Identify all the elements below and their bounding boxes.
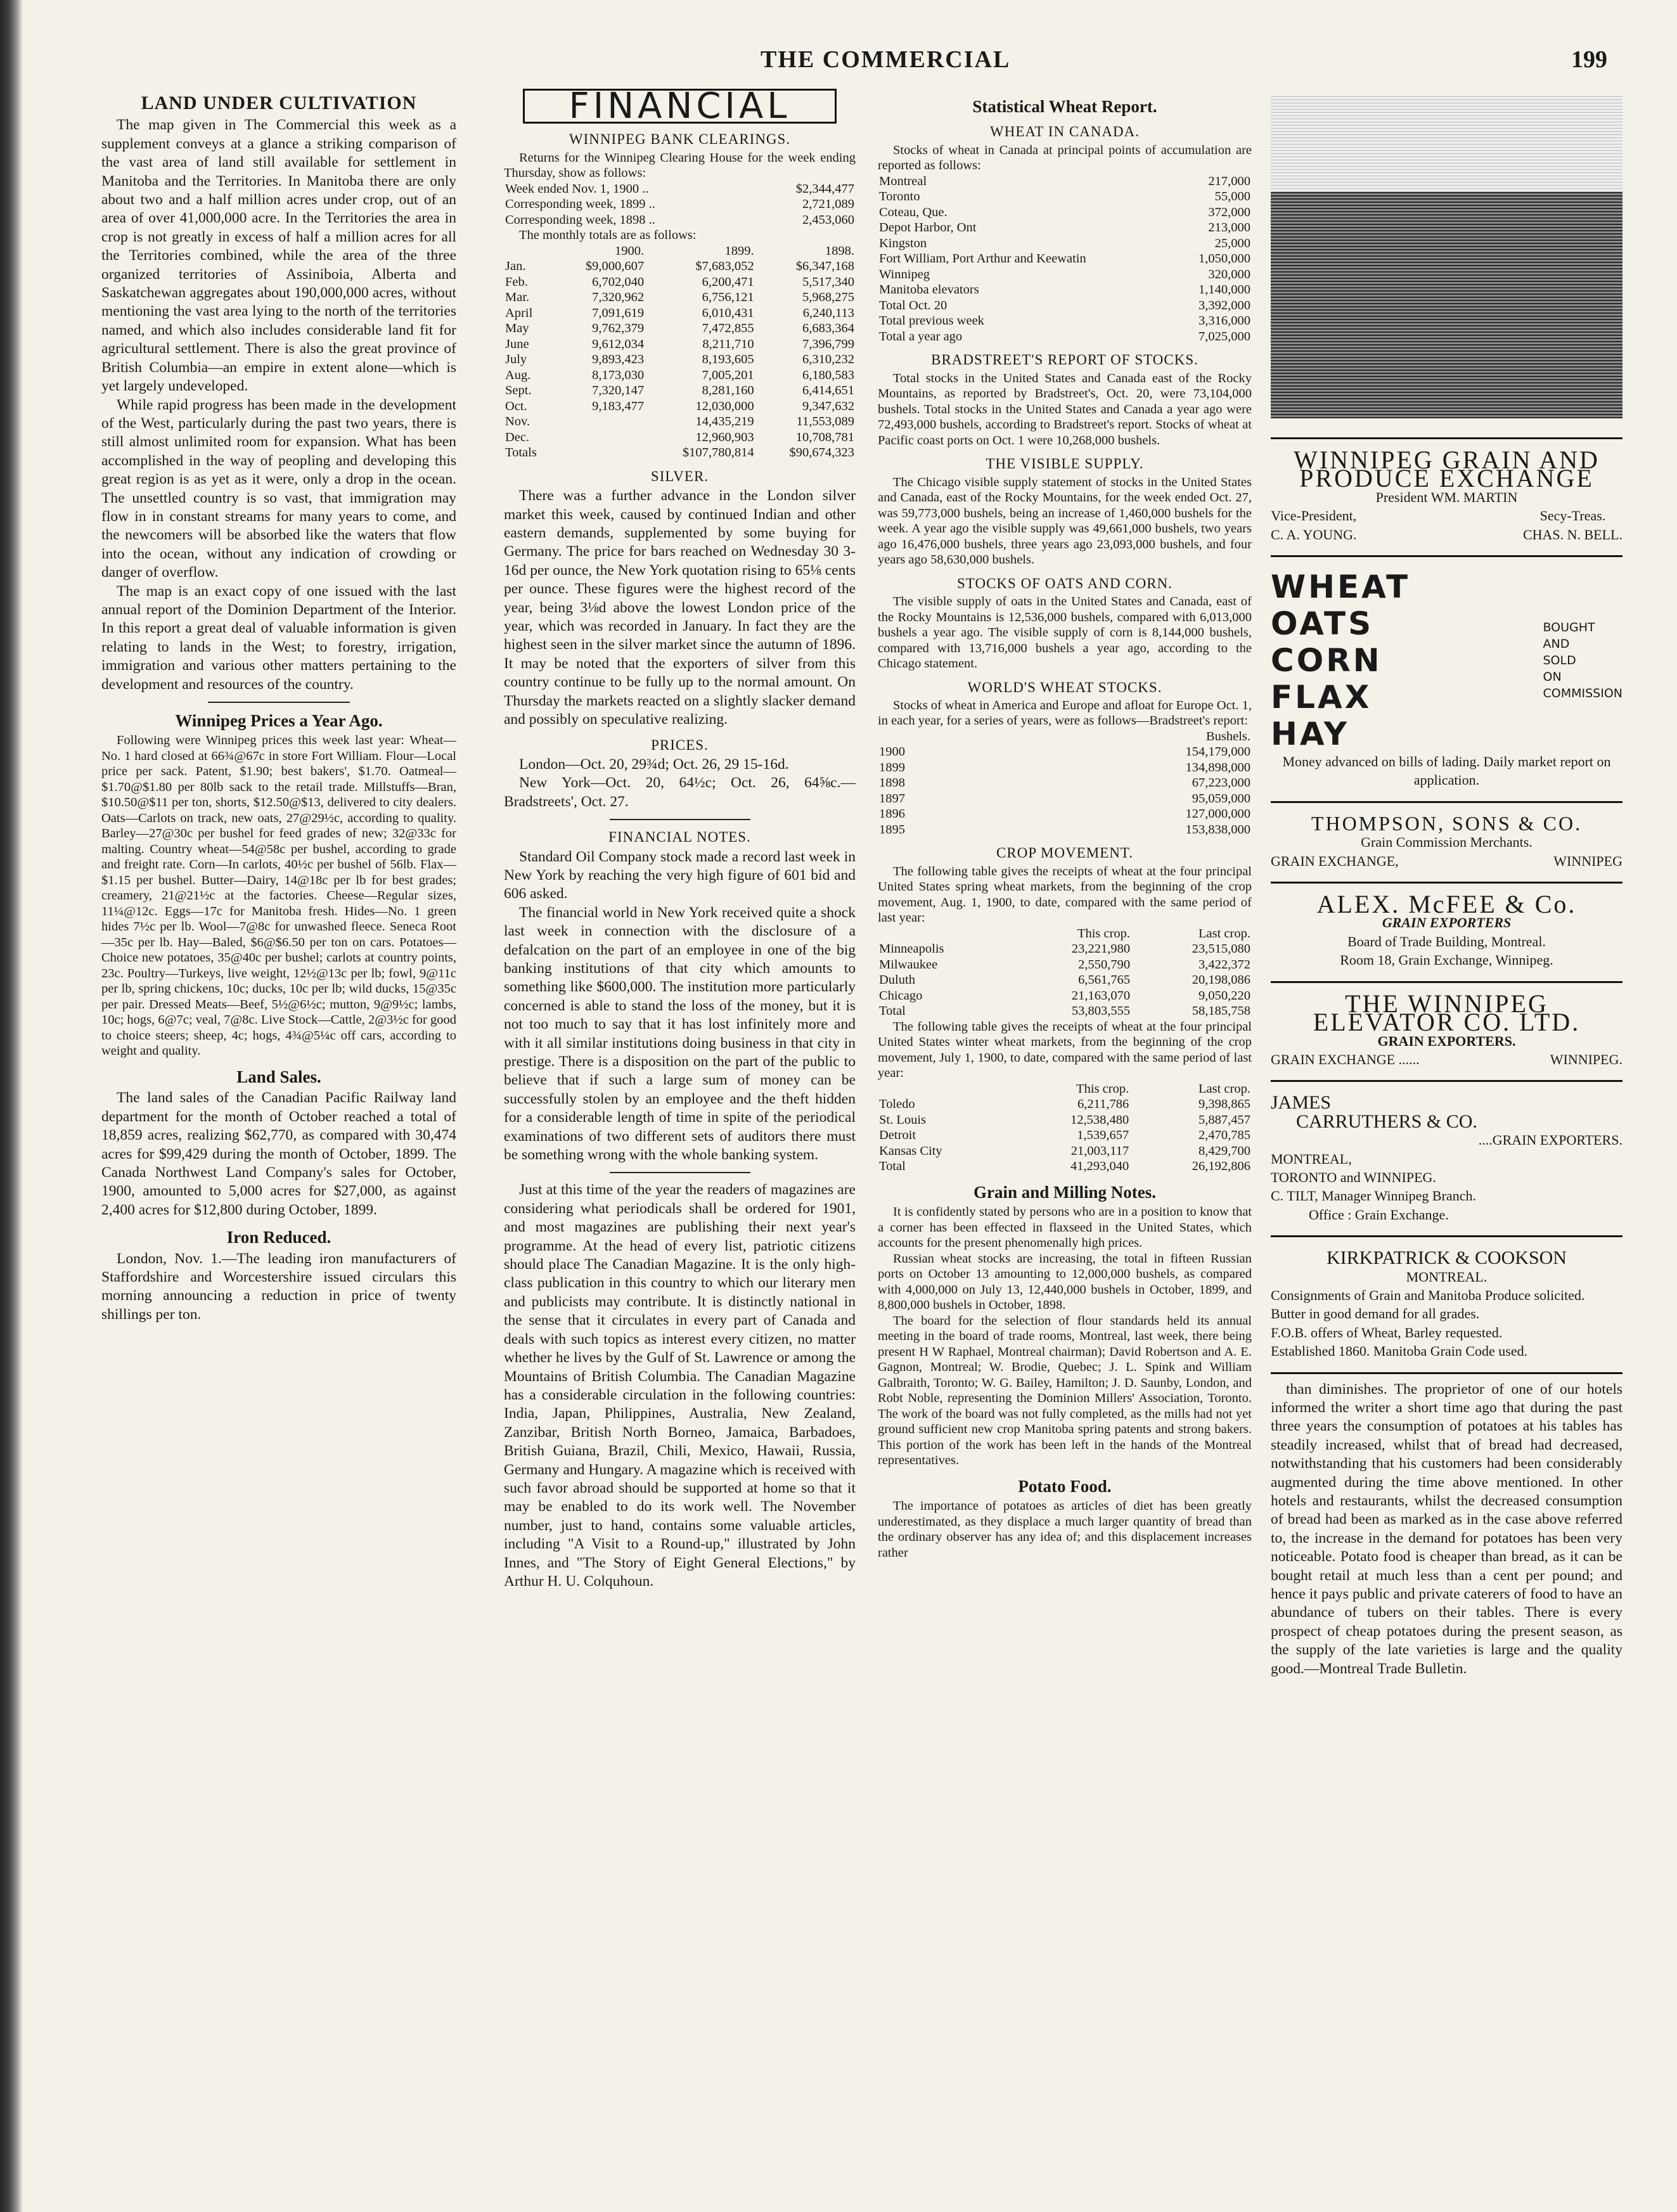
notes-title: FINANCIAL NOTES. bbox=[608, 829, 751, 846]
column-3 bbox=[878, 89, 1252, 1560]
notes-p1: Standard Oil Company stock made a record last week in New York by reaching the very high figure of 601 bid and 606 asked. bbox=[504, 848, 856, 903]
mcfee-line-1: Board of Trade Building, Montreal. bbox=[1347, 933, 1546, 949]
elevator-name: THE WINNIPEG ELEVATOR CO. LTD. bbox=[1313, 989, 1581, 1037]
exchange-name: WINNIPEG GRAIN AND PRODUCE EXCHANGE bbox=[1294, 446, 1600, 493]
table-row bbox=[504, 414, 856, 430]
commodity-flax: FLAX bbox=[1271, 679, 1372, 716]
table-row bbox=[878, 236, 1252, 252]
exchange-ad bbox=[1271, 437, 1622, 555]
table-row bbox=[878, 744, 1252, 760]
table-cell: 7,320,147 bbox=[592, 383, 645, 398]
table-cell: $90,674,323 bbox=[789, 446, 854, 460]
table-cell: 5,968,275 bbox=[802, 290, 854, 305]
world-table bbox=[878, 729, 1252, 838]
table-cell: 9,347,632 bbox=[802, 399, 854, 413]
potato-title: Potato Food. bbox=[1018, 1476, 1112, 1496]
table-cell: 1900 bbox=[879, 745, 905, 759]
table-row bbox=[504, 212, 856, 228]
land-sales-title: Land Sales. bbox=[236, 1067, 321, 1086]
grain-title: Grain and Milling Notes. bbox=[973, 1182, 1157, 1202]
visible-title: THE VISIBLE SUPPLY. bbox=[986, 456, 1144, 472]
kirk-line-3: F.O.B. offers of Wheat, Barley requested. bbox=[1271, 1324, 1503, 1341]
table-cell: Total Oct. 20 bbox=[879, 298, 948, 312]
table-cell: Mar. bbox=[505, 290, 530, 305]
commission-note: BOUGHT AND SOLD ON COMMISSION bbox=[1543, 621, 1622, 701]
table-cell: Duluth bbox=[879, 973, 915, 987]
thompson-left: GRAIN EXCHANGE, bbox=[1271, 852, 1399, 869]
visible-text: The Chicago visible supply statement of stocks in the United States and Canada, east of the Rocky Mountains, for the week ended Oct. 27, was 59,773,000 bushels, being an increase of 1,460,000 bushels for the week. A year ago the visible supply was 49,661,000 bushels, two years ago 16,476,000 bushels, three years ago 23,093,000 bushels, and four years ago 58,630,000 bushels. bbox=[878, 475, 1252, 567]
table-cell: Minneapolis bbox=[879, 942, 944, 956]
clearings-title: WINNIPEG BANK CLEARINGS. bbox=[569, 131, 791, 148]
weekly-table bbox=[504, 181, 856, 228]
table-cell: 3,392,000 bbox=[1198, 298, 1250, 312]
kirk-line-4: Established 1860. Manitoba Grain Code used. bbox=[1271, 1343, 1528, 1360]
thompson-sub: Grain Commission Merchants. bbox=[1361, 834, 1532, 851]
table-cell: 2,470,785 bbox=[1198, 1128, 1250, 1143]
table-cell: 6,683,364 bbox=[802, 321, 854, 336]
table-cell: 8,173,030 bbox=[592, 368, 645, 382]
iron-title: Iron Reduced. bbox=[226, 1228, 331, 1247]
table-cell: 23,221,980 bbox=[1071, 942, 1131, 956]
table-cell: This crop. bbox=[1076, 1081, 1129, 1096]
table-cell: Montreal bbox=[879, 174, 927, 188]
crop-table-2 bbox=[878, 1081, 1252, 1174]
clearings-intro: Returns for the Winnipeg Clearing House for the week ending Thursday, show as follows: bbox=[504, 150, 856, 181]
table-cell: 55,000 bbox=[1214, 190, 1250, 204]
oats-title: STOCKS OF OATS AND CORN. bbox=[957, 575, 1173, 591]
table-row bbox=[504, 305, 856, 321]
carr-line-5: TORONTO and WINNIPEG. bbox=[1271, 1169, 1436, 1185]
wheat-report-title: Statistical Wheat Report. bbox=[972, 97, 1157, 116]
table-row bbox=[878, 251, 1252, 267]
table-row bbox=[504, 383, 856, 399]
mcfee-ad bbox=[1271, 882, 1622, 981]
commodity-wheat: WHEAT bbox=[1271, 569, 1411, 606]
column-2 bbox=[504, 86, 856, 1591]
table-cell: 1897 bbox=[879, 791, 905, 806]
table-row bbox=[878, 282, 1252, 298]
elevator-sub: GRAIN EXPORTERS. bbox=[1377, 1032, 1516, 1049]
kirk-line-2: Butter in good demand for all grades. bbox=[1271, 1306, 1480, 1322]
silver-title: SILVER. bbox=[650, 468, 709, 484]
sec-name: CHAS. N. BELL. bbox=[1522, 526, 1622, 543]
grain-p1: It is confidently stated by persons who are in a position to know that a corner has been effected in flaxseed in the United States, which accounts for the present phenomenally high prices. bbox=[878, 1205, 1252, 1251]
carr-line-6: C. TILT, Manager Winnipeg Branch. bbox=[1271, 1188, 1476, 1204]
prices-line-1: London—Oct. 20, 29¾d; Oct. 26, 29 15-16d. bbox=[519, 756, 789, 773]
table-row bbox=[878, 267, 1252, 283]
table-cell: Manitoba elevators bbox=[879, 283, 979, 297]
table-cell: 41,293,040 bbox=[1070, 1159, 1129, 1174]
table-cell: 5,517,340 bbox=[802, 274, 854, 289]
table-total-row bbox=[878, 1003, 1252, 1019]
divider bbox=[208, 702, 350, 703]
table-cell: 320,000 bbox=[1208, 267, 1250, 281]
table-cell: Depot Harbor, Ont bbox=[879, 221, 977, 235]
table-cell bbox=[555, 414, 645, 430]
table-cell: Sept. bbox=[505, 383, 532, 398]
grain-p3: The board for the selection of flour standards held its annual meeting in the board of trade rooms, Montreal, last week, there being present H W Raphael, Montreal chairman); David Robertson and A. E. Gagnon, Montreal; W. Brodie, Quebec; J. L. Spink and William Galbraith, Toronto; W. G. Bailey, Hamilton; J. D. Saunby, London, and Robt Noble, representing the Dominion Millers' Association, Toronto. The work of the board was not fully completed, as the mills had not yet ground sufficient new crop Manitoba spring patents and strong bakers. This portion of the work has been left in the hands of the Montreal representatives. bbox=[878, 1313, 1252, 1468]
table-cell: Fort William, Port Arthur and Keewatin bbox=[879, 252, 1086, 266]
exchange-president: President WM. MARTIN bbox=[1375, 489, 1518, 505]
table-cell: 67,223,000 bbox=[1192, 776, 1250, 790]
table-cell: Last crop. bbox=[1198, 926, 1250, 941]
table-cell: 9,762,379 bbox=[592, 321, 645, 336]
table-cell: 20,198,086 bbox=[1192, 973, 1250, 987]
table-cell: 1,050,000 bbox=[1198, 252, 1250, 266]
table-cell: 1898 bbox=[879, 776, 905, 790]
carr-line-1: JAMES bbox=[1271, 1092, 1332, 1114]
table-header-row bbox=[878, 926, 1252, 942]
page-number: 199 bbox=[1571, 46, 1607, 73]
kirkpatrick-ad bbox=[1271, 1235, 1622, 1372]
exchange-building-illustration bbox=[1271, 95, 1622, 418]
table-cell: 6,414,651 bbox=[802, 383, 854, 398]
table-cell: 5,887,457 bbox=[1198, 1112, 1250, 1127]
table-row bbox=[878, 1096, 1252, 1112]
table-cell: Total a year ago bbox=[879, 329, 963, 344]
grain-p2: Russian wheat stocks are increasing, the total in fifteen Russian ports on October 13 amounting to 12,000,000 bushels, as compared with 4,000,000 on July 13, 12,440,000 bushels in October, 1899, and 8,800,000 bushels in October, 1898. bbox=[878, 1251, 1252, 1313]
table-row bbox=[878, 1128, 1252, 1143]
brad-text: Total stocks in the United States and Canada east of the Rocky Mountains, as reported by Bradstreet's, Oct. 20, were 73,104,000 bushels. Total stocks in the United States and Canada a year ago were 72,493,000 bushels, according to Bradstreet's report. Stocks of wheat at Pacific coast ports on Oct. 1 were 10,268,000 bushels. bbox=[878, 371, 1252, 447]
table-cell: Jan. bbox=[505, 259, 526, 274]
land-sales-text: The land sales of the Canadian Pacific Railway land department for the month of October reached a total of 18,859 acres, realizing $62,770, as compared with 30,474 acres for $99,429 during the month of October, 1899. The Canada Northwest Land Company's sales for October, 1900, amounted to 5,000 acres for $27,000, as against 2,400 acres for $12,800 during October, 1899. bbox=[101, 1090, 456, 1218]
commodity-oats: OATS bbox=[1271, 605, 1374, 643]
table-cell bbox=[504, 243, 555, 259]
table-header-row bbox=[878, 1081, 1252, 1097]
table-row bbox=[504, 196, 856, 212]
table-cell: 7,091,619 bbox=[592, 305, 645, 320]
table-cell: 2,453,060 bbox=[802, 212, 854, 227]
table-cell: Feb. bbox=[505, 274, 528, 289]
table-cell: 9,398,865 bbox=[1198, 1097, 1250, 1112]
mcfee-line-2: Room 18, Grain Exchange, Winnipeg. bbox=[1340, 952, 1553, 968]
table-cell: Week ended Nov. 1, 1900 .. bbox=[505, 181, 649, 196]
land-p1: The map given in The Commercial this week as a supplement conveys at a glance a striking comparison of the vast area of land still available for settlement in Manitoba and the Territories. In Manitoba there are only about two and a half million acres under crop, out of an area of over 41,000,000 acre. In the Territories the area in crop is not greatly in excess of half a million acres for all the Territories combined, while the area of the three organized territories of Assiniboia, Alberta and Saskatchewan aggregates about 190,000,000 acres, without mentioning the vast area lying to the north of the territories named, and which also includes considerable land fit for agricultural settlement. There is also the great province of British Columbia—an empire in extent alone—which is yet largely undeveloped. bbox=[101, 117, 456, 395]
table-cell: 7,320,962 bbox=[592, 290, 645, 305]
table-cell: 12,538,480 bbox=[1070, 1112, 1129, 1127]
table-cell: $107,780,814 bbox=[682, 446, 754, 460]
column-1 bbox=[101, 89, 456, 1324]
prices-title: Winnipeg Prices a Year Ago. bbox=[175, 711, 383, 730]
table-cell: Kingston bbox=[879, 236, 927, 250]
table-cell: 6,010,431 bbox=[702, 305, 754, 320]
table-cell: 25,000 bbox=[1214, 236, 1250, 250]
table-cell: 10,708,781 bbox=[795, 430, 854, 444]
table-row bbox=[878, 760, 1252, 776]
table-cell: $9,000,607 bbox=[585, 259, 645, 274]
iron-text: London, Nov. 1.—The leading iron manufacturers of Staffordshire and Worcestershire issued circulars this morning announcing a reduction in price of twenty shillings per ton. bbox=[101, 1250, 456, 1323]
world-title: WORLD'S WHEAT STOCKS. bbox=[967, 679, 1162, 695]
table-cell: 217,000 bbox=[1208, 174, 1250, 188]
table-cell bbox=[878, 926, 1011, 942]
table-cell: Totals bbox=[505, 446, 537, 460]
table-cell: 1899. bbox=[724, 243, 754, 258]
table-row bbox=[878, 189, 1252, 205]
table-header-row bbox=[878, 729, 1252, 745]
table-cell: 3,316,000 bbox=[1198, 314, 1250, 328]
table-row bbox=[878, 791, 1252, 807]
table-cell: Detroit bbox=[879, 1128, 916, 1143]
financial-banner: FINANCIAL bbox=[523, 89, 837, 124]
canada-table bbox=[878, 174, 1252, 345]
table-total-row bbox=[878, 1159, 1252, 1174]
table-cell: 213,000 bbox=[1208, 221, 1250, 235]
table-cell: 8,211,710 bbox=[702, 337, 754, 351]
potato-p: The importance of potatoes as articles of diet has been greatly underestimated, as they displace a much larger quantity of bread than the ordinary observer has any idea of; and this displacement increases rather bbox=[878, 1499, 1252, 1560]
table-cell: 1895 bbox=[879, 822, 905, 837]
table-cell: 9,612,034 bbox=[592, 337, 645, 351]
land-p3: The map is an exact copy of one issued with the last annual report of the Dominion Department of the Interior. In this report a great deal of valuable information is given relating to lands in the West; to forestry, irrigation, immigration and various other matters pertaining to the development and resources of the country. bbox=[101, 582, 456, 693]
mcfee-sub: GRAIN EXPORTERS bbox=[1382, 915, 1512, 931]
table-cell: 2,721,089 bbox=[802, 197, 854, 212]
table-cell: Dec. bbox=[505, 430, 530, 444]
mcfee-name: ALEX. McFEE & Co. bbox=[1316, 890, 1577, 919]
table-cell: $6,347,168 bbox=[795, 259, 854, 274]
running-head: THE COMMERCIAL bbox=[761, 46, 1011, 73]
table-cell bbox=[878, 729, 989, 745]
table-cell: 21,163,070 bbox=[1071, 988, 1131, 1003]
commodity-hay: HAY bbox=[1271, 716, 1349, 753]
table-cell: 95,059,000 bbox=[1192, 791, 1250, 806]
table-row bbox=[878, 972, 1252, 988]
table-cell: 9,893,423 bbox=[592, 352, 645, 367]
table-row bbox=[878, 957, 1252, 973]
table-row bbox=[504, 337, 856, 352]
table-row bbox=[504, 352, 856, 368]
table-cell: 372,000 bbox=[1208, 205, 1250, 219]
table-row bbox=[878, 220, 1252, 236]
table-cell: Corresponding week, 1899 .. bbox=[505, 197, 655, 212]
magazine-p: Just at this time of the year the readers of magazines are considering what periodicals shall be ordered for 1901, and most magazines are publishing their next year's programme. At the head of every list, patriotic citizens should place The Canadian Magazine. It is the only high-class publication in this country to which our literary men and publicists may contribute. It is distinctly national in the sense that it circulates in every part of Canada and deals with such topics as interest every citizen, no matter whether he lives by the Gulf of St. Lawrence or among the Mountains of British Columbia. The Canadian Magazine has a considerable circulation in the following countries: India, Japan, Philippines, Australia, New Zealand, Zanzibar, British North Borneo, Jamaica, Barbadoes, British Guiana, Brazil, Chili, Mexico, Hawaii, Russia, Germany and Hungary. A magazine which is received with such favor abroad should be supported at home so that it may be enabled to do its work well. The November number, just to hand, contains some valuable articles, including "A Visit to a Round-up," illustrated by John Innes, and "The Story of Eight General Elections," by Arthur H. U. Colquhoun. bbox=[504, 1181, 856, 1590]
table-cell: 1896 bbox=[879, 807, 905, 821]
carr-line-3: ....GRAIN EXPORTERS. bbox=[1478, 1132, 1622, 1148]
table-row bbox=[504, 368, 856, 383]
sec-label: Secy-Treas. bbox=[1539, 508, 1606, 524]
prices-text: Following were Winnipeg prices this week last year: Wheat—No. 1 hard closed at 66¾@67c in store Fort William. Flour—Local price per sack. Patent, $1.90; best bakers', $1.70. Oatmeal—$1.70@$1.80 per 80lb sack to the retail trade. Millstuffs—Bran, $10.50@$11 per ton, shorts, $12.50@$13, delivered to city dealers. Oats—Carlots on track, new oats, 27@29½c, according to quality. Barley—27@30c per bushel for feed grades of new; 32@33c for malting. Country wheat—54@58c per bushel, according to grade and freight rate. Corn—In carlots, 40½c per bushel of 56lb. Flax—$1.15 per bushel. Butter—Dairy, 14@18c per lb for best grades; creamery, 21@21½c at the factories. Cheese—Regular sizes, 11¼@12c. Eggs—17c for Manitoba fresh. Hides—No. 1 green hides 7½c per lb. Wool—7@8c for unwashed fleece. Seneca Root—35c per lb. Hay—Baled, $6@$6.50 per ton on cars. Potatoes—Choice new potatoes, 35@40c per bushel; carlots at country points, 23c. Poultry—Turkeys, live weight, 12½@13c per lb; fowl, 9@11c per lb, spring chickens, 10c; ducks, 10c per lb; wild ducks, 15@35c per pair. Dressed Meats—Beef, 5½@6½c; mutton, 9@9½c; lambs, 10c; hogs, 6@7c; veal, 7@8c. Live Stock—Cattle, 2@3½c for good to choice steers; sheep, 4c; hogs, 4¾@5¼c off cars, according to weight and quality. bbox=[101, 733, 456, 1058]
table-row bbox=[504, 274, 856, 290]
table-row bbox=[878, 174, 1252, 190]
carr-line-2: CARRUTHERS & CO. bbox=[1296, 1110, 1477, 1132]
table-total-row bbox=[878, 298, 1252, 314]
table-cell: 11,553,089 bbox=[796, 415, 854, 429]
table-row bbox=[878, 988, 1252, 1004]
table-cell: 1,539,657 bbox=[1077, 1128, 1129, 1143]
table-cell bbox=[555, 430, 645, 446]
table-cell: Coteau, Que. bbox=[879, 205, 948, 219]
table-cell: 153,838,000 bbox=[1185, 822, 1250, 837]
notes-p2: The financial world in New York received quite a shock last week in connection with the disclosure of a defalcation on the part of an employee in one of the big banking institutions of that city which amounts to something like $600,000. The institution more particularly concerned is able to stand the loss of the money, but it is not too much to say that it has lost infinitely more and with it all similar institutions doing business in that city in prestige. There is a disposition on the part of the public to believe that if such a large sum of money can be successfully stolen by an employee and the theft hidden for a considerable length of time in spite of the periodical examinations of two different sets of auditors there must be something wrong with the whole banking system. bbox=[504, 904, 856, 1164]
table-cell: 1900. bbox=[614, 243, 645, 258]
table-cell: 6,561,765 bbox=[1078, 973, 1131, 987]
table-cell: Total bbox=[879, 1159, 906, 1174]
table-row bbox=[504, 290, 856, 305]
table-total-row bbox=[878, 313, 1252, 329]
table-cell: April bbox=[505, 305, 533, 320]
table-cell: 2,550,790 bbox=[1078, 957, 1131, 972]
table-cell: 6,240,113 bbox=[802, 305, 854, 320]
table-cell: Toledo bbox=[879, 1097, 915, 1112]
scan-edge bbox=[0, 0, 23, 2212]
potato-continuation: than diminishes. The proprietor of one of our hotels informed the writer a short time ago that during the past three years the consumption of potatoes at his tables has steadily increased, whilst that of bread had decreased, notwithstanding that his customers had been considerably augmented during the time above mentioned. In other hotels and restaurants, whilst the decreased consumption of bread had been as marked as in the case above referred to, the increase in the demand for potatoes has been very noticeable. Potato food is cheaper than bread, as it can be bought retail at much less than a cent per pound; and hence it pays public and private caterers of food to have an abundance of tubers on their tables. There is every prospect of cheap potatoes during the present season, as the supply of the late varieties is large and the quality good.—Montreal Trade Bulletin. bbox=[1271, 1380, 1622, 1677]
crop-title: CROP MOVEMENT. bbox=[996, 845, 1133, 861]
table-cell: 53,803,555 bbox=[1071, 1004, 1131, 1019]
table-cell: 1898. bbox=[825, 243, 854, 258]
land-p2: While rapid progress has been made in the development of the West, particularly during the past two years, there is still almost unlimited room for expansion. What has been accomplished in the way of peopling and developing this great region is as yet as it were, only a drop in the ocean. The unsettled country is so vast, that immigration may flow in in constant streams for many years to come, and the newcomers will be absorbed like the waters that flow into the ocean, without any indication of crowding or danger of overflow. bbox=[101, 396, 456, 581]
table-cell: 9,050,220 bbox=[1198, 988, 1250, 1003]
table-cell: 6,211,786 bbox=[1077, 1097, 1129, 1112]
table-cell: Corresponding week, 1898 .. bbox=[505, 212, 655, 227]
table-cell: 7,005,201 bbox=[702, 368, 754, 382]
table-cell: 26,192,806 bbox=[1192, 1159, 1250, 1174]
money-line: Money advanced on bills of lading. Daily market report on application. bbox=[1282, 754, 1611, 788]
table-row bbox=[504, 181, 856, 197]
table-row bbox=[878, 941, 1252, 957]
canada-intro: Stocks of wheat in Canada at principal points of accumulation are reported as follows: bbox=[878, 143, 1252, 173]
table-cell: 12,030,000 bbox=[695, 399, 754, 413]
table-row bbox=[504, 259, 856, 274]
kirk-line-1: Consignments of Grain and Manitoba Produce solicited. bbox=[1271, 1287, 1585, 1303]
divider bbox=[610, 1172, 750, 1173]
table-header-row bbox=[504, 243, 856, 259]
table-cell: 6,310,232 bbox=[802, 352, 854, 367]
commodity-corn: CORN bbox=[1271, 642, 1382, 679]
table-cell: 14,435,219 bbox=[695, 415, 754, 429]
table-cell: 12,960,903 bbox=[695, 430, 754, 444]
monthly-table bbox=[504, 243, 856, 461]
thompson-name: THOMPSON, SONS & CO. bbox=[1311, 811, 1583, 835]
table-cell: This crop. bbox=[1077, 926, 1131, 941]
elevator-right: WINNIPEG. bbox=[1550, 1051, 1622, 1067]
table-cell: $7,683,052 bbox=[695, 259, 754, 274]
table-row bbox=[878, 1112, 1252, 1128]
table-cell: Kansas City bbox=[879, 1143, 942, 1158]
canada-title: WHEAT IN CANADA. bbox=[990, 124, 1140, 140]
table-cell: Total bbox=[879, 1004, 906, 1019]
brad-title: BRADSTREET'S REPORT OF STOCKS. bbox=[931, 352, 1198, 368]
commodities-ad bbox=[1271, 555, 1622, 801]
table-cell bbox=[878, 1081, 1009, 1097]
table-cell: Oct. bbox=[505, 399, 527, 413]
prices-subtitle: PRICES. bbox=[651, 736, 709, 753]
table-cell: Milwaukee bbox=[879, 957, 938, 972]
carr-line-7: Office : Grain Exchange. bbox=[1309, 1206, 1449, 1223]
table-cell: 21,003,117 bbox=[1070, 1143, 1129, 1158]
prices-line-2: New York—Oct. 20, 64½c; Oct. 26, 64⅝c.—Bradstreets', Oct. 27. bbox=[504, 775, 856, 810]
table-cell: Bushels. bbox=[1205, 729, 1250, 743]
table-cell: 7,396,799 bbox=[802, 337, 854, 351]
table-cell: Last crop. bbox=[1198, 1081, 1250, 1096]
table-cell: Aug. bbox=[505, 368, 531, 382]
table-cell: 154,179,000 bbox=[1185, 745, 1250, 759]
table-row bbox=[878, 205, 1252, 221]
table-row bbox=[504, 399, 856, 415]
table-cell: 58,185,758 bbox=[1192, 1004, 1250, 1019]
vp-name: C. A. YOUNG. bbox=[1271, 526, 1357, 543]
table-cell: 8,193,605 bbox=[702, 352, 754, 367]
table-cell: 23,515,080 bbox=[1192, 942, 1250, 956]
silver-text: There was a further advance in the London silver market this week, caused by continued Indian and other eastern demands, supplemented by some buying for Germany. The price for bars reached on Wednesday 30 3-16d per ounce, the New York quotation rising to 65⅛ cents per ounce. These figures were the highest record of the year, being 3⅛d above the lowest London price of the year, which was recorded in January. In fact they are the highest seen in the silver market since the autumn of 1896. It may be noted that the exporters of silver from this country continue to be fully up to the normal amount. On Thursday the markets reacted on a slightly slacker demand and possibly on speculative realizing. bbox=[504, 487, 856, 728]
column-4 bbox=[1271, 89, 1622, 1678]
table-cell: 6,702,040 bbox=[592, 274, 645, 289]
table-row bbox=[878, 1143, 1252, 1159]
crop-intro-2: The following table gives the receipts of wheat at the four principal United States winter wheat markets, from the beginning of the crop movement, July 1, 1900, to date, compared with the same period of last year: bbox=[878, 1019, 1252, 1081]
thompson-ad bbox=[1271, 801, 1622, 882]
table-cell: $2,344,477 bbox=[795, 181, 854, 196]
table-cell: 7,472,855 bbox=[702, 321, 754, 336]
land-title: LAND UNDER CULTIVATION bbox=[141, 93, 417, 113]
table-row bbox=[878, 806, 1252, 822]
table-cell: 134,898,000 bbox=[1185, 760, 1250, 775]
table-cell: 3,422,372 bbox=[1198, 957, 1250, 972]
table-total-row bbox=[878, 329, 1252, 345]
table-row bbox=[504, 430, 856, 446]
table-row bbox=[878, 775, 1252, 791]
kirk-name: KIRKPATRICK & COOKSON bbox=[1327, 1247, 1567, 1269]
table-total-row bbox=[504, 445, 856, 461]
monthly-intro: The monthly totals are as follows: bbox=[519, 228, 697, 243]
table-cell: 6,180,583 bbox=[802, 368, 854, 382]
carruthers-ad bbox=[1271, 1080, 1622, 1235]
world-intro: Stocks of wheat in America and Europe and afloat for Europe Oct. 1, in each year, for a series of years, were as follows—Bradstreet's report: bbox=[878, 698, 1252, 728]
table-row bbox=[878, 822, 1252, 838]
divider bbox=[610, 819, 750, 820]
carr-line-4: MONTREAL, bbox=[1271, 1150, 1352, 1167]
crop-intro-1: The following table gives the receipts of wheat at the four principal United States spring wheat markets, from the beginning of the crop movement, Aug. 1, 1900, to date, compared with the same period of last year: bbox=[878, 864, 1252, 925]
table-cell: 6,200,471 bbox=[702, 274, 754, 289]
thompson-right: WINNIPEG bbox=[1553, 852, 1622, 869]
elevator-left: GRAIN EXCHANGE ...... bbox=[1271, 1051, 1420, 1067]
table-row bbox=[504, 321, 856, 337]
table-cell: 8,429,700 bbox=[1198, 1143, 1250, 1158]
table-cell: 1,140,000 bbox=[1198, 283, 1250, 297]
table-cell: 9,183,477 bbox=[592, 399, 645, 413]
table-cell: 6,756,121 bbox=[702, 290, 754, 305]
table-cell: Chicago bbox=[879, 988, 923, 1003]
table-cell: 127,000,000 bbox=[1185, 807, 1250, 821]
vp-label: Vice-President, bbox=[1271, 508, 1357, 524]
oats-text: The visible supply of oats in the United States and Canada, east of the Rocky Mountains is 12,536,000 bushels, compared with 6,013,000 bushels a year ago. The visible supply of corn is 8,144,000 bushels, compared with 13,716,000 bushels a year ago, according to the Chicago statement. bbox=[878, 595, 1252, 671]
table-cell: Winnipeg bbox=[879, 267, 930, 281]
table-cell: Toronto bbox=[879, 190, 920, 204]
table-cell: July bbox=[505, 352, 527, 367]
kirk-city: MONTREAL. bbox=[1406, 1268, 1487, 1285]
table-cell: St. Louis bbox=[879, 1112, 927, 1127]
table-cell: 7,025,000 bbox=[1198, 329, 1250, 344]
table-cell: Nov. bbox=[505, 415, 530, 429]
table-cell: 1899 bbox=[879, 760, 905, 775]
elevator-ad bbox=[1271, 981, 1622, 1081]
table-cell: 8,281,160 bbox=[702, 383, 754, 398]
table-cell: May bbox=[505, 321, 529, 336]
table-cell bbox=[555, 445, 645, 461]
crop-table-1 bbox=[878, 926, 1252, 1019]
table-cell: June bbox=[505, 337, 529, 351]
table-cell: Total previous week bbox=[879, 314, 984, 328]
